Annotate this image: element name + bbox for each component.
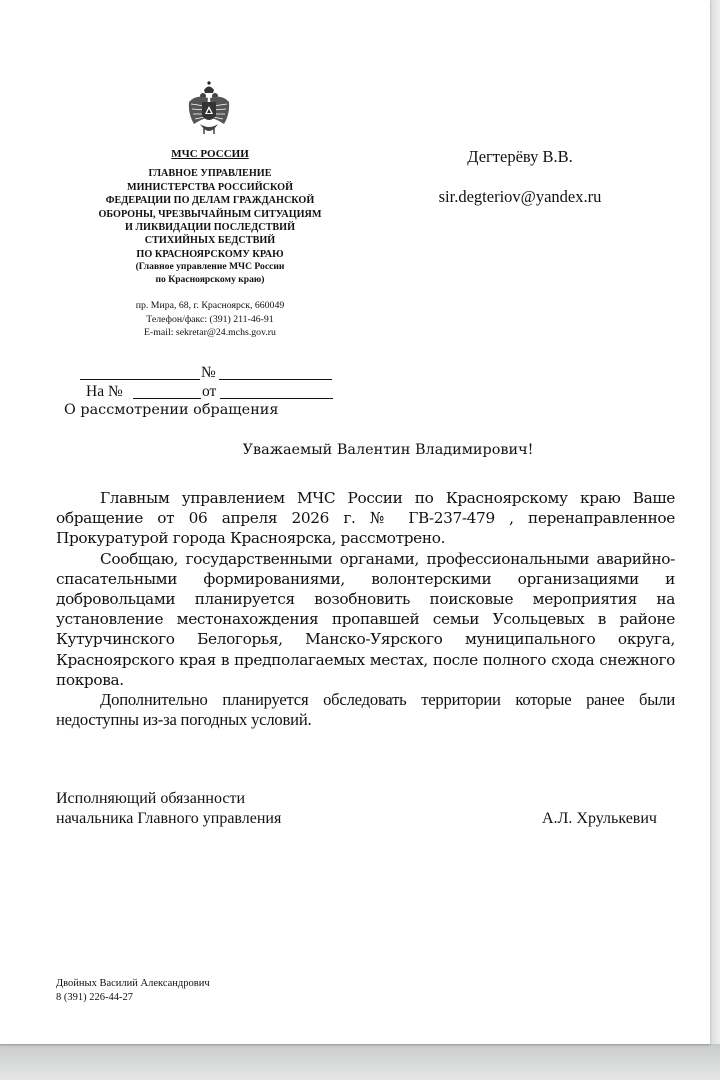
executor-name: Двойных Василий Александрович	[56, 978, 210, 989]
org-phone: Телефон/факс: (391) 211-46-91	[146, 313, 274, 325]
org-line: ГЛАВНОЕ УПРАВЛЕНИЕ	[148, 168, 272, 180]
ref-date-blank	[220, 398, 333, 399]
executor-phone: 8 (391) 226-44-27	[56, 991, 133, 1003]
org-short-name: по Красноярскому краю)	[155, 273, 265, 285]
date-blank	[80, 379, 200, 380]
number-sign: №	[201, 364, 216, 381]
org-line: ПО КРАСНОЯРСКОМУ КРАЮ	[136, 248, 284, 260]
signatory-position-line2: начальника Главного управления	[56, 810, 282, 827]
body-paragraph: Главным управлением МЧС России по Красноярскому краю Ваше обращение от 06 апреля 2026 г. № ГВ-237-479 , перенаправленное Прокуратурой города Красноярска, рассмотрено.	[56, 489, 675, 548]
org-line: ФЕДЕРАЦИИ ПО ДЕЛАМ ГРАЖДАНСКОЙ	[105, 195, 315, 207]
org-email: E-mail: sekretar@24.mchs.gov.ru	[144, 327, 276, 338]
signatory-name: А.Л. Хрулькевич	[542, 810, 657, 827]
from-label: от	[202, 383, 217, 400]
recipient-name: Дегтерёву В.В.	[467, 147, 573, 166]
ref-label: На №	[86, 383, 123, 400]
letter-subject: О рассмотрении обращения	[64, 402, 279, 418]
agency-name: МЧС РОССИИ	[171, 148, 249, 160]
signatory-position-line1: Исполняющий обязанности	[56, 790, 246, 807]
mchs-emblem-icon	[186, 80, 232, 140]
body-paragraph: Сообщаю, государственными органами, профессиональными аварийно-спасательными формированиями, волонтерскими организациями и добровольцами планируется возобновить поисковые мероприятия на установление местонахождения пропавшей семьи Усольцевых в районе Кутурчинского Белогорья, Манско-Уярского муниципального округа, Красноярского края в предполагаемых местах, после полного схода снежного покрова.	[56, 549, 675, 689]
viewer-background-strip	[710, 0, 720, 1044]
org-line: ОБОРОНЫ, ЧРЕЗВЫЧАЙНЫМ СИТУАЦИЯМ	[98, 208, 322, 220]
greeting: Уважаемый Валентин Владимирович!	[242, 442, 534, 458]
number-blank	[219, 379, 332, 380]
letter-body	[56, 488, 675, 730]
org-line: И ЛИКВИДАЦИИ ПОСЛЕДСТВИЙ	[124, 222, 296, 234]
outgoing-number-line	[80, 364, 334, 382]
org-short-name: (Главное управление МЧС России	[135, 261, 285, 273]
executor-info	[56, 977, 210, 1004]
ref-number-blank	[133, 398, 201, 399]
org-line: СТИХИЙНЫХ БЕДСТВИЙ	[144, 235, 276, 247]
recipient-email: sir.degteriov@yandex.ru	[438, 187, 602, 206]
org-line: МИНИСТЕРСТВА РОССИЙСКОЙ	[126, 181, 293, 193]
reference-number-line	[86, 383, 334, 401]
org-address: пр. Мира, 68, г. Красноярск, 660049	[135, 300, 285, 311]
letterhead-contacts	[80, 299, 340, 340]
body-paragraph: Дополнительно планируется обследовать территории которые ранее были недоступны из-за погодных условий.	[56, 690, 675, 730]
letterhead-organization	[80, 148, 340, 286]
